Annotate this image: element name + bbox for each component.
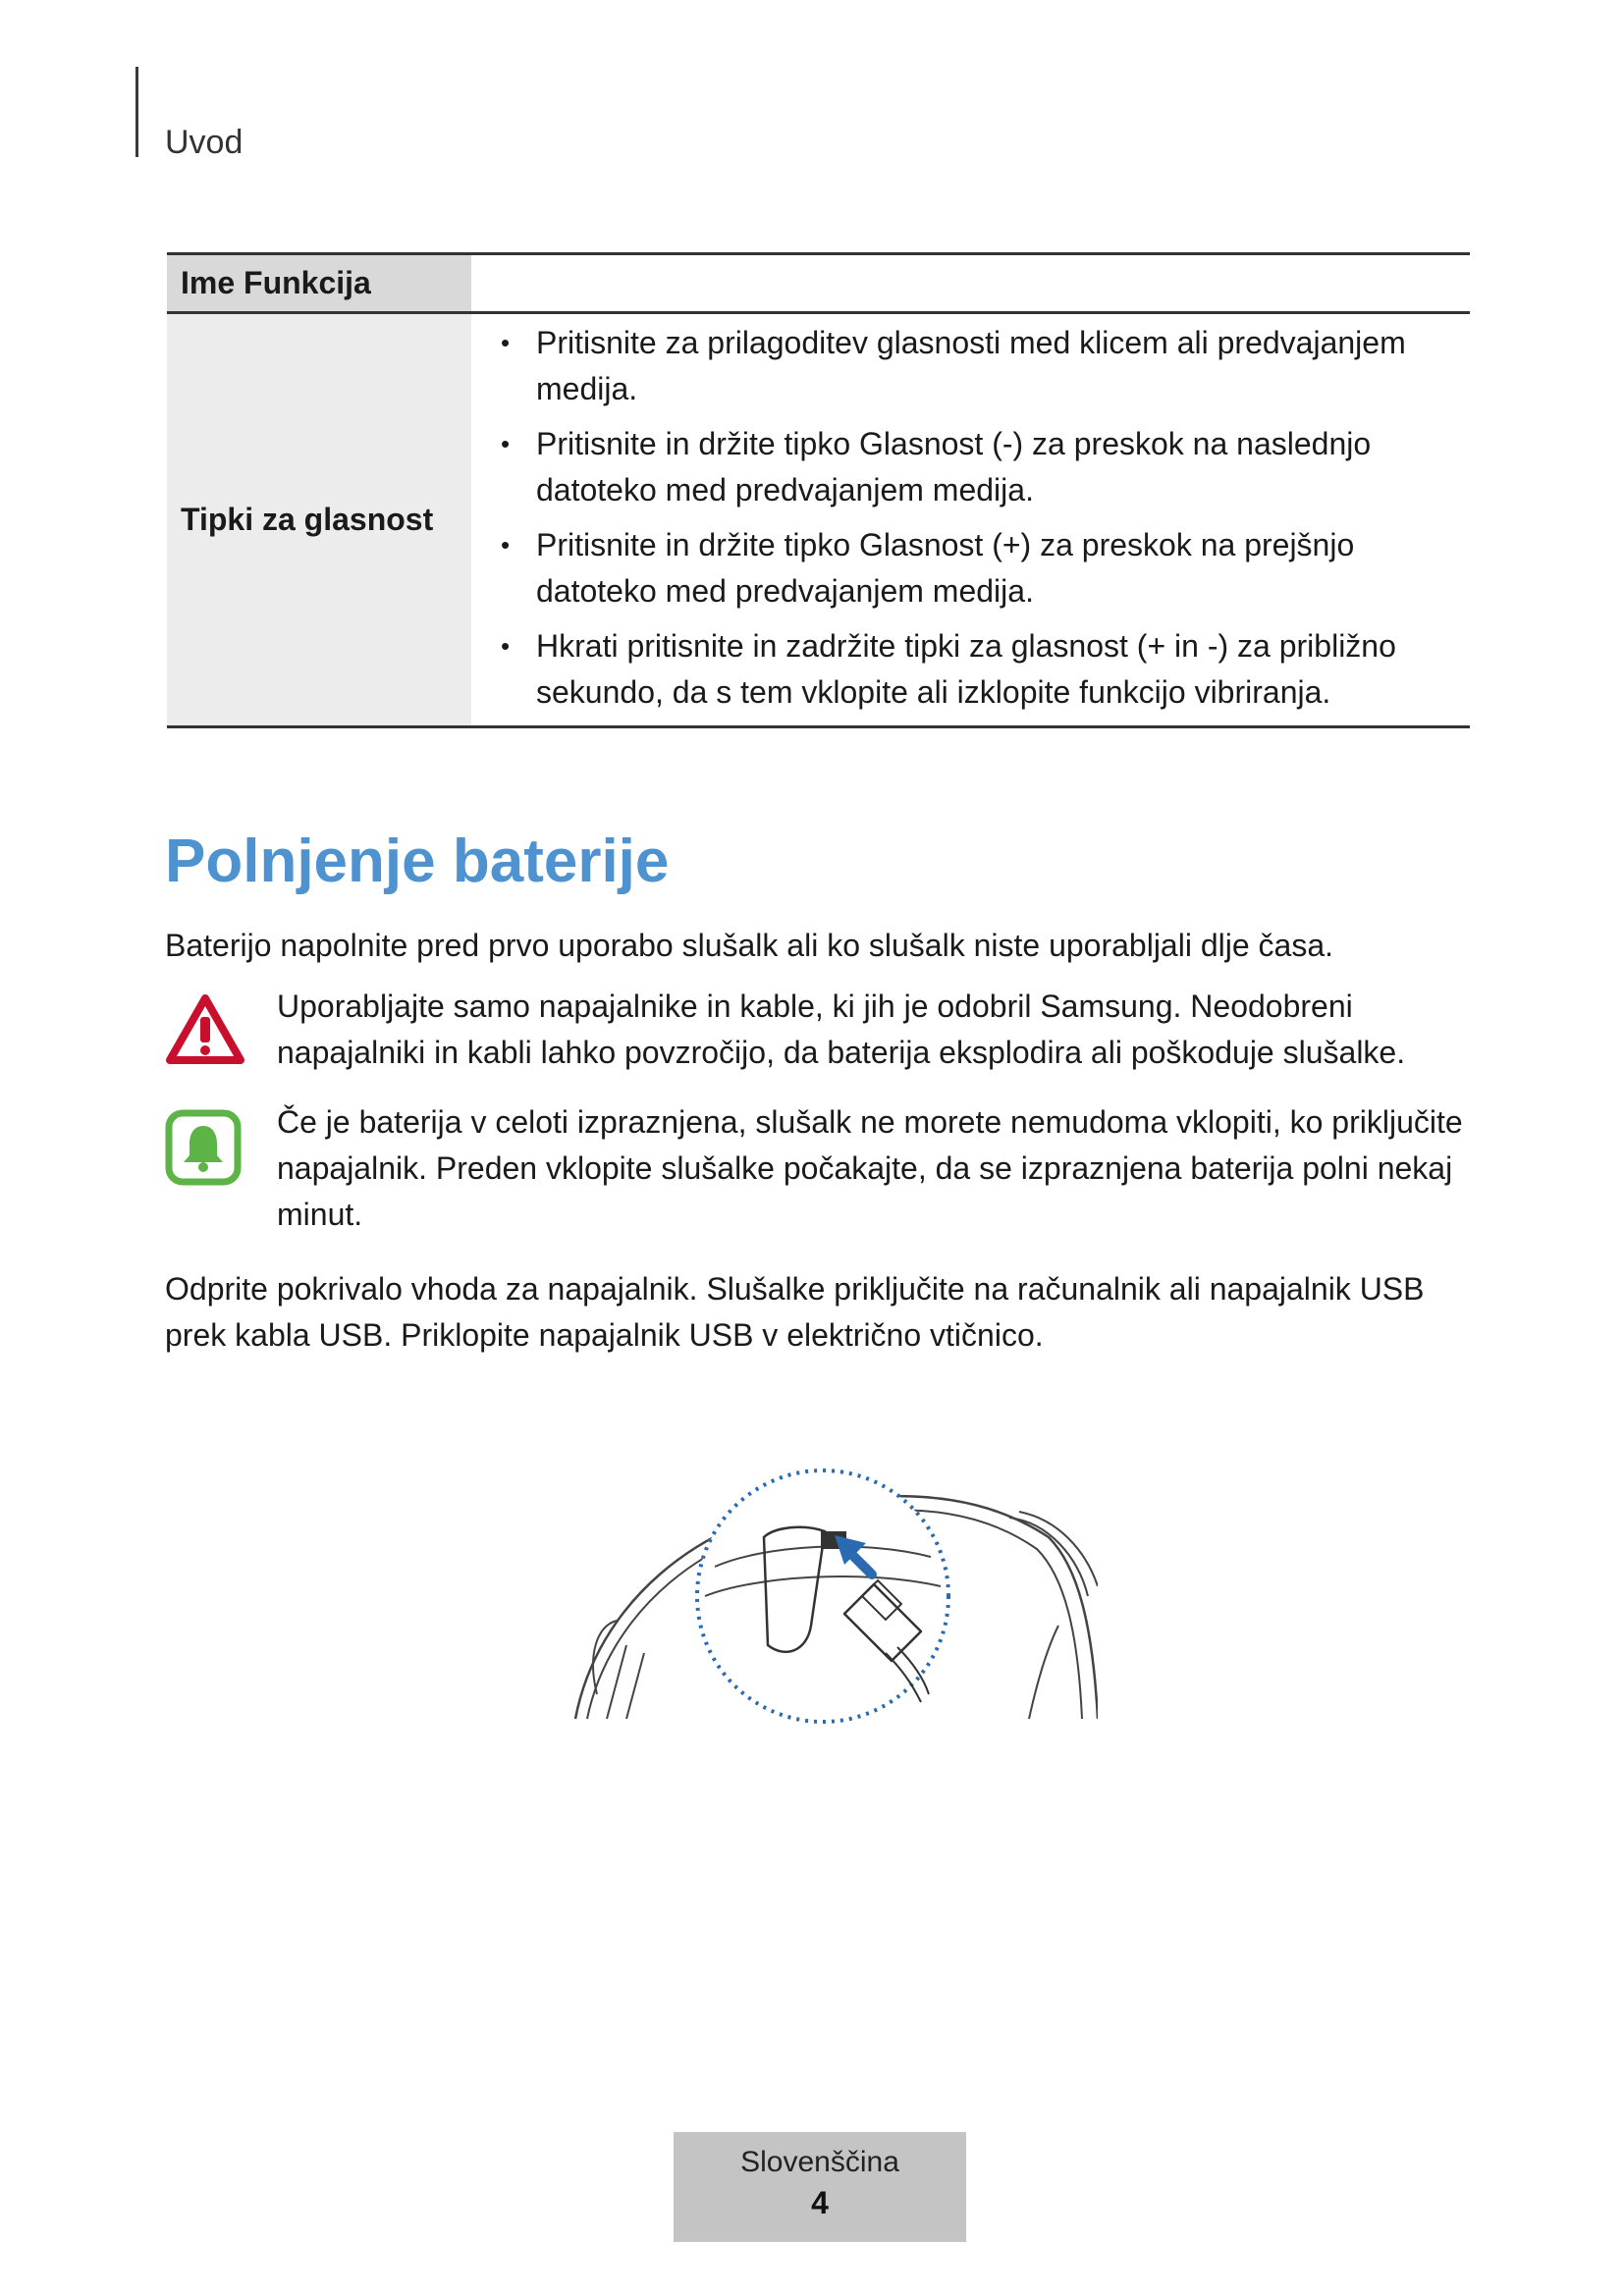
table-header-name: Ime Funkcija [167, 254, 471, 313]
warning-note [165, 984, 1471, 1076]
bullet-icon: • [501, 530, 511, 560]
bullet-text: Pritisnite za prilagoditev glasnosti med klicem ali predvajanjem medija. [536, 325, 1406, 406]
list-item [471, 623, 1460, 716]
bullet-icon: • [501, 328, 511, 357]
intro-paragraph: Baterijo napolnite pred prvo uporabo slušalk ali ko slušalk niste uporabljali dlje časa. [165, 928, 1334, 963]
section-title: Uvod [165, 124, 244, 161]
bullet-list [471, 320, 1460, 716]
list-item [471, 522, 1460, 614]
table-header-row [167, 254, 1470, 313]
page-number: 4 [811, 2185, 829, 2220]
footer-language: Slovenščina [740, 2146, 899, 2178]
function-table [167, 252, 1470, 728]
section-heading: Polnjenje baterije [165, 828, 670, 895]
bullet-text: Pritisnite in držite tipko Glasnost (-) za preskok na naslednjo datoteko med predvajanjem medija. [536, 426, 1372, 507]
section-rule [135, 67, 138, 157]
notice-text: Če je baterija v celoti izpraznjena, slušalk ne morete nemudoma vklopiti, ko priključite napajalnik. Preden vklopite slušalke počakajte, da se izpraznjena baterija polni nekaj minut. [277, 1104, 1463, 1232]
instructions-paragraph: Odprite pokrivalo vhoda za napajalnik. Slušalke priključite na računalnik ali napajalnik USB prek kabla USB. Priklopite napajalnik USB v električno vtičnico. [165, 1271, 1425, 1353]
bell-notice-icon [165, 1109, 242, 1186]
bullet-icon: • [501, 429, 511, 458]
row-function-name: Tipki za glasnost [167, 313, 471, 727]
notice-note [165, 1099, 1471, 1238]
list-item [471, 320, 1460, 412]
bullet-text: Hkrati pritisnite in zadržite tipki za glasnost (+ in -) za približno sekundo, da s tem vklopite ali izklopite funkcijo vibriranja. [536, 628, 1396, 710]
list-item [471, 421, 1460, 513]
warning-text: Uporabljajte samo napajalnike in kable, ki jih je odobril Samsung. Neodobreni napajalniki in kabli lahko povzročijo, da baterija eksplodira ali poškoduje slušalke. [277, 988, 1406, 1070]
warning-triangle-icon [165, 993, 245, 1066]
table-row [167, 313, 1470, 727]
charging-illustration [568, 1429, 1098, 1724]
bullet-icon: • [501, 631, 511, 661]
row-function-description [471, 313, 1470, 727]
footer-box [674, 2132, 966, 2242]
table-header-description [471, 254, 1470, 313]
bullet-text: Pritisnite in držite tipko Glasnost (+) za preskok na prejšnjo datoteko med predvajanjem medija. [536, 527, 1355, 609]
